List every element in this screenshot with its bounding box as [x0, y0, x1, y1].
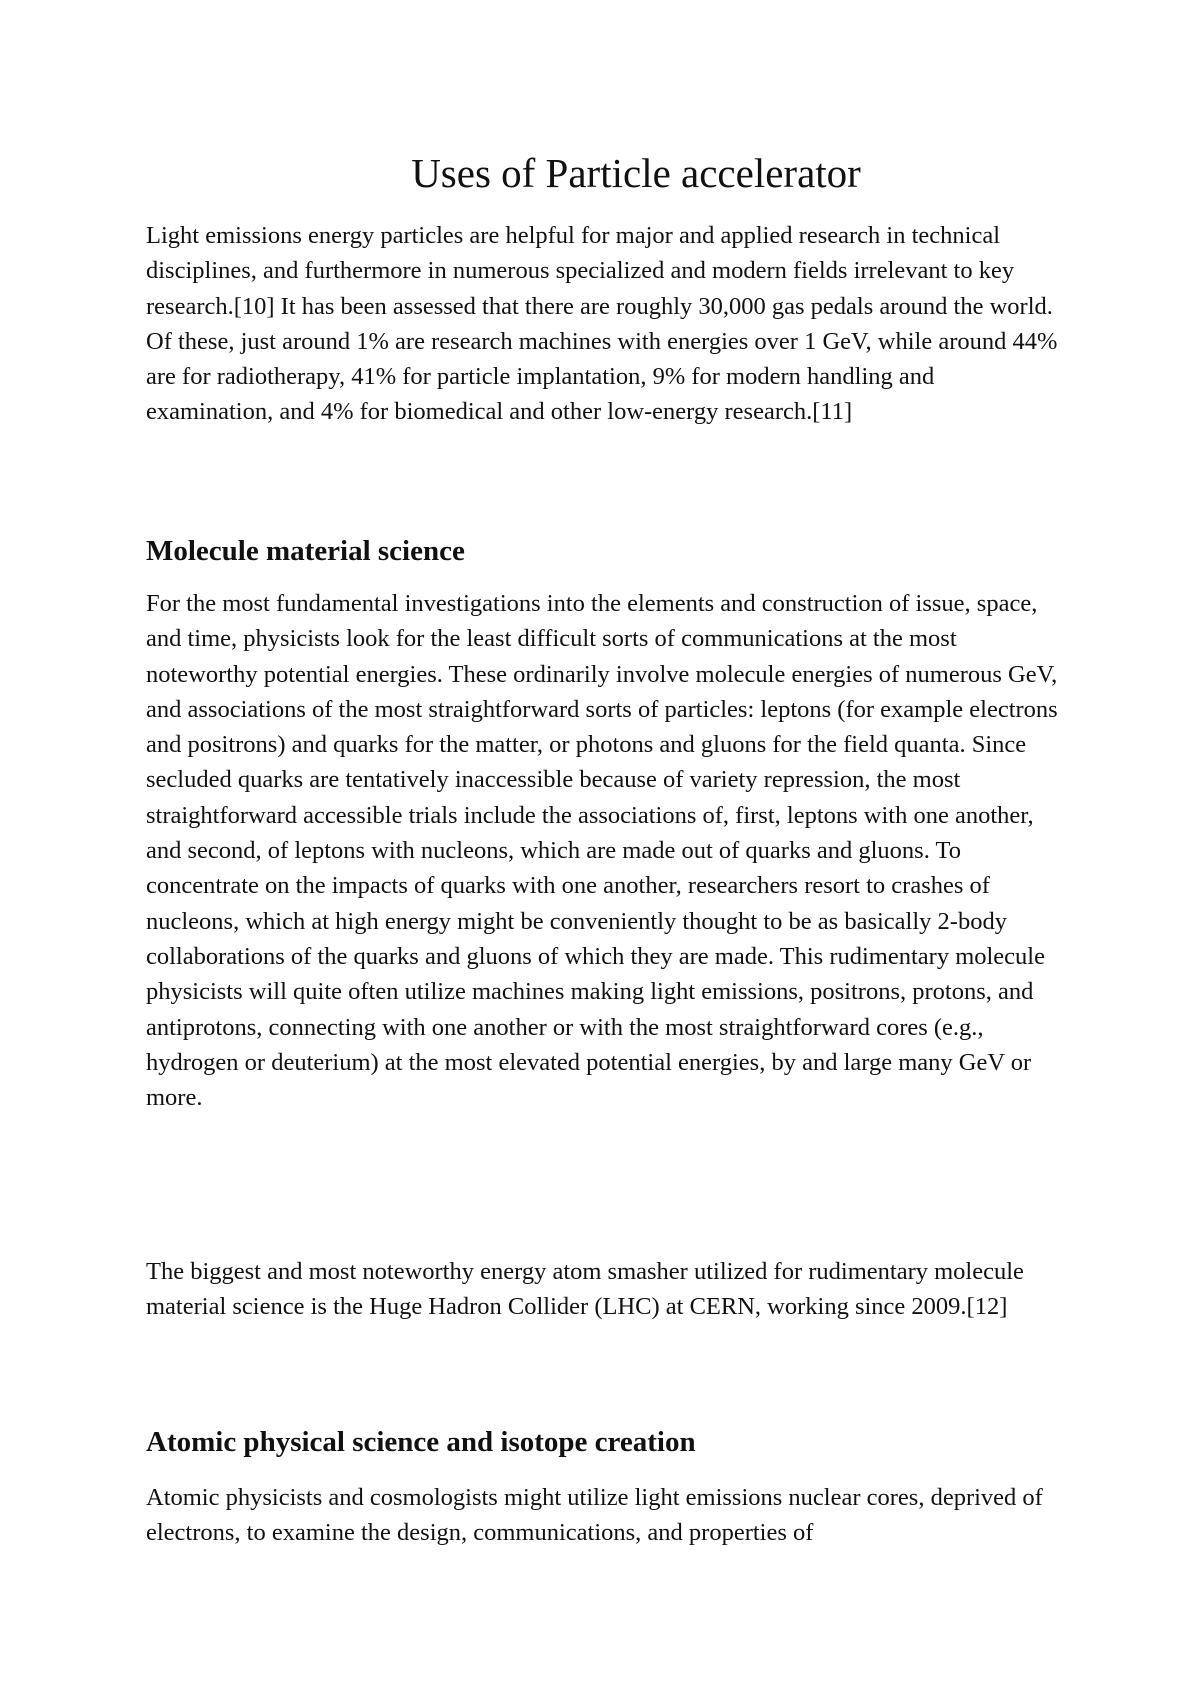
atomic-science-paragraph: Atomic physicists and cosmologists might utilize light emissions nuclear cores, deprived of electrons, to examine the design, communications, and properties of: [146, 1484, 1043, 1547]
molecule-science-paragraph-1: For the most fundamental investigations into the elements and construction of issue, space, and time, physicists look for the least difficult sorts of communications at the most noteworthy potential energies. These ordinarily involve molecule energies of numerous GeV, and associations of the most straightforward sorts of particles: leptons (for example electrons and positrons) and quarks for the matter, or photons and gluons for the field quanta. Since secluded quarks are tentatively inaccessible because of variety repression, the most straightforward accessible trials include the associations of, first, leptons with one another, and second, of leptons with nucleons, which are made out of quarks and gluons. To concentrate on the impacts of quarks with one another, researchers resort to crashes of nucleons, which at high energy might be conveniently thought to be as basically 2-body collaborations of the quarks and gluons of which they are made. This rudimentary molecule physicists will quite often utilize machines making light emissions, positrons, protons, and antiprotons, connecting with one another or with the most straightforward cores (e.g., hydrogen or deuterium) at the most elevated potential energies, by and large many GeV or more.: [146, 590, 1058, 1112]
document-title: Uses of Particle accelerator: [411, 150, 861, 196]
intro-paragraph: Light emissions energy particles are helpful for major and applied research in technical disciplines, and furthermore in numerous specialized and modern fields irrelevant to key research.[10] It has been assessed that there are roughly 30,000 gas pedals around the world. Of these, just around 1% are research machines with energies over 1 GeV, while around 44% are for radiotherapy, 41% for particle implantation, 9% for modern handling and examination, and 4% for biomedical and other low-energy research.[11]: [146, 222, 1058, 426]
section-heading-molecule-material-science: Molecule material science: [146, 535, 465, 567]
section-heading-atomic-physical-science: Atomic physical science and isotope creation: [146, 1426, 696, 1458]
molecule-science-paragraph-2: The biggest and most noteworthy energy atom smasher utilized for rudimentary molecule material science is the Huge Hadron Collider (LHC) at CERN, working since 2009.[12]: [146, 1258, 1024, 1321]
